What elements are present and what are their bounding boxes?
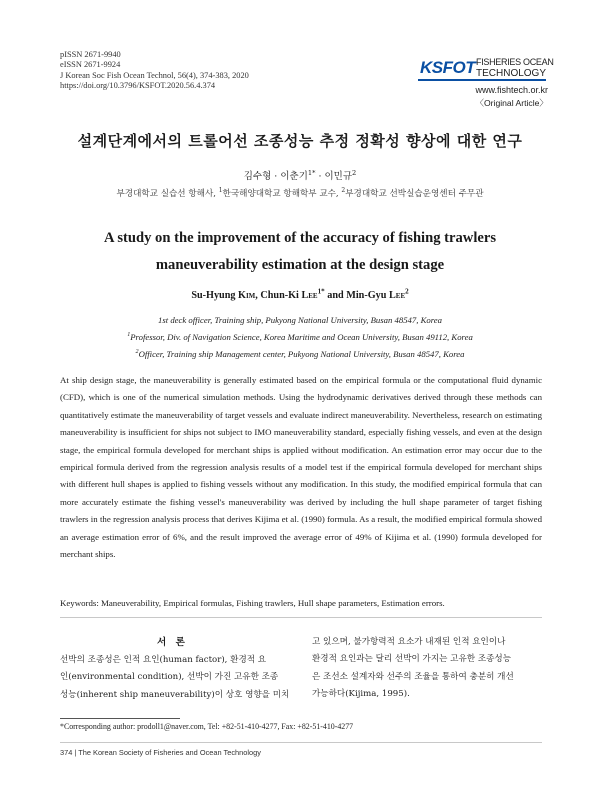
body-line: 인(environmental condition), 선박이 가진 고유한 조종 [60,672,279,683]
affiliation-1: 1st deck officer, Training ship, Pukyong National University, Busan 48547, Korea [158,315,442,325]
body-column-right [312,634,542,703]
logo-line1: FISHERIES OCEAN [476,57,554,67]
logo-line2: TECHNOLOGY [476,68,547,79]
abstract: At ship design stage, the maneuverability is generally estimated based on the empirical formula or the computational fluid dynamic (CFD), which is one of the numerical simulation methods. Using the hydrodynamic derivatives derived through these methods can quantitatively estimate the maneuverability of target vessels and evaluate indirect maneuverability. Nevertheless, research on estimating maneuverability is insufficient for ships not subject to IMO maneuverability standard, especially fishing vessels, and even at the design stage, the empirical formula developed for merchant ships is applied without modification. An estimation error may occur due to the empirical formula derived from the regression analysis results of a model test if the empirical formula developed for merchant ships with different hull shapes is applied to fishing vessels without any modification. In this study, the modified empirical formula that can more accurately estimate the fishing vessel's maneuverability was derived by including the hull shape parameter of target fishing trawlers in the regression analysis process that derives Kijima et al. (1990) formula. As a result, the modified empirical formula showed an average estimation error of 6%, and the result improved the average error of 49% of Kijima et al. (1990) formula developed for merchant ships. [60,375,542,560]
affiliation-2: $^1$Professor, Div. of Navigation Science, Korea Maritime and Ocean University, Busan 49112, Korea [127,332,473,342]
journal-url[interactable]: www.fishtech.or.kr [475,85,548,95]
section-heading-introduction: 서 론 [157,637,188,648]
korean-authors: 김수형 · 이춘기$^{1*}$ · 이민규$^2$ [243,168,357,182]
korean-title: 설계단계에서의 트롤어선 조종성능 추정 정확성 향상에 대한 연구 [77,132,523,150]
footer-divider [60,742,542,743]
keywords: Keywords: Maneuverability, Empirical formulas, Fishing trawlers, Hull shape parameters, Estimation errors. [60,598,445,608]
english-affiliations [0,312,600,363]
eissn: eISSN 2671-9924 [60,60,121,70]
english-title [60,225,540,279]
affiliation-3: $^2$Officer, Training ship Management center, Pukyong National University, Busan 48547, Korea [135,349,465,359]
article-type: 〈Original Article〉 [475,98,548,108]
body-line: 고 있으며, 불가항력적 요소가 내재된 인적 요인이나 [312,637,506,647]
section-divider [60,617,542,618]
body-line: 은 조선소 설계자와 선주의 조율을 통하여 충분히 개선 [312,671,514,682]
body-line: 환경적 요인과는 달리 선박이 가지는 고유한 조종성능 [312,654,512,665]
body-line: 선박의 조종성은 인적 요인(human factor), 환경적 요 [60,655,267,665]
journal-metadata [60,50,249,92]
corresponding-author-footnote: *Corresponding author: prodoll1@naver.com, Tel: +82-51-410-4277, Fax: +82-51-410-4277 [60,722,354,731]
logo-divider [418,79,546,81]
pissn: pISSN 2671-9940 [60,50,121,59]
english-title-line2: maneuverability estimation at the design stage [155,257,445,273]
english-title-line1: A study on the improvement of the accuracy of fishing trawlers [103,230,497,246]
journal-logo [418,52,554,114]
footnote-rule [60,718,180,719]
logo-mark: KSFOT [420,58,476,77]
body-column-left [60,652,290,704]
korean-affiliations: 부경대학교 실습선 항해사, $^1$한국해양대학교 항해학부 교수, $^2$부경대학교 선박실습운영센터 주무관 [116,187,484,199]
body-line: 성능(inherent ship maneuverability)이 상호 영향을 미치 [60,689,290,700]
english-authors: Su-Hyung Kim, Chun-Ki Lee$^{1*}$ and Min-Gyu Lee$^2$ [191,287,409,301]
page-footer: 374 | The Korean Society of Fisheries and Ocean Technology [60,748,261,757]
doi-link[interactable]: https://doi.org/10.3796/KSFOT.2020.56.4.374 [60,81,216,91]
body-line: 가능하다(Kijima, 1995). [312,688,410,699]
journal-citation: J Korean Soc Fish Ocean Technol, 56(4), 374-383, 2020 [60,70,249,80]
